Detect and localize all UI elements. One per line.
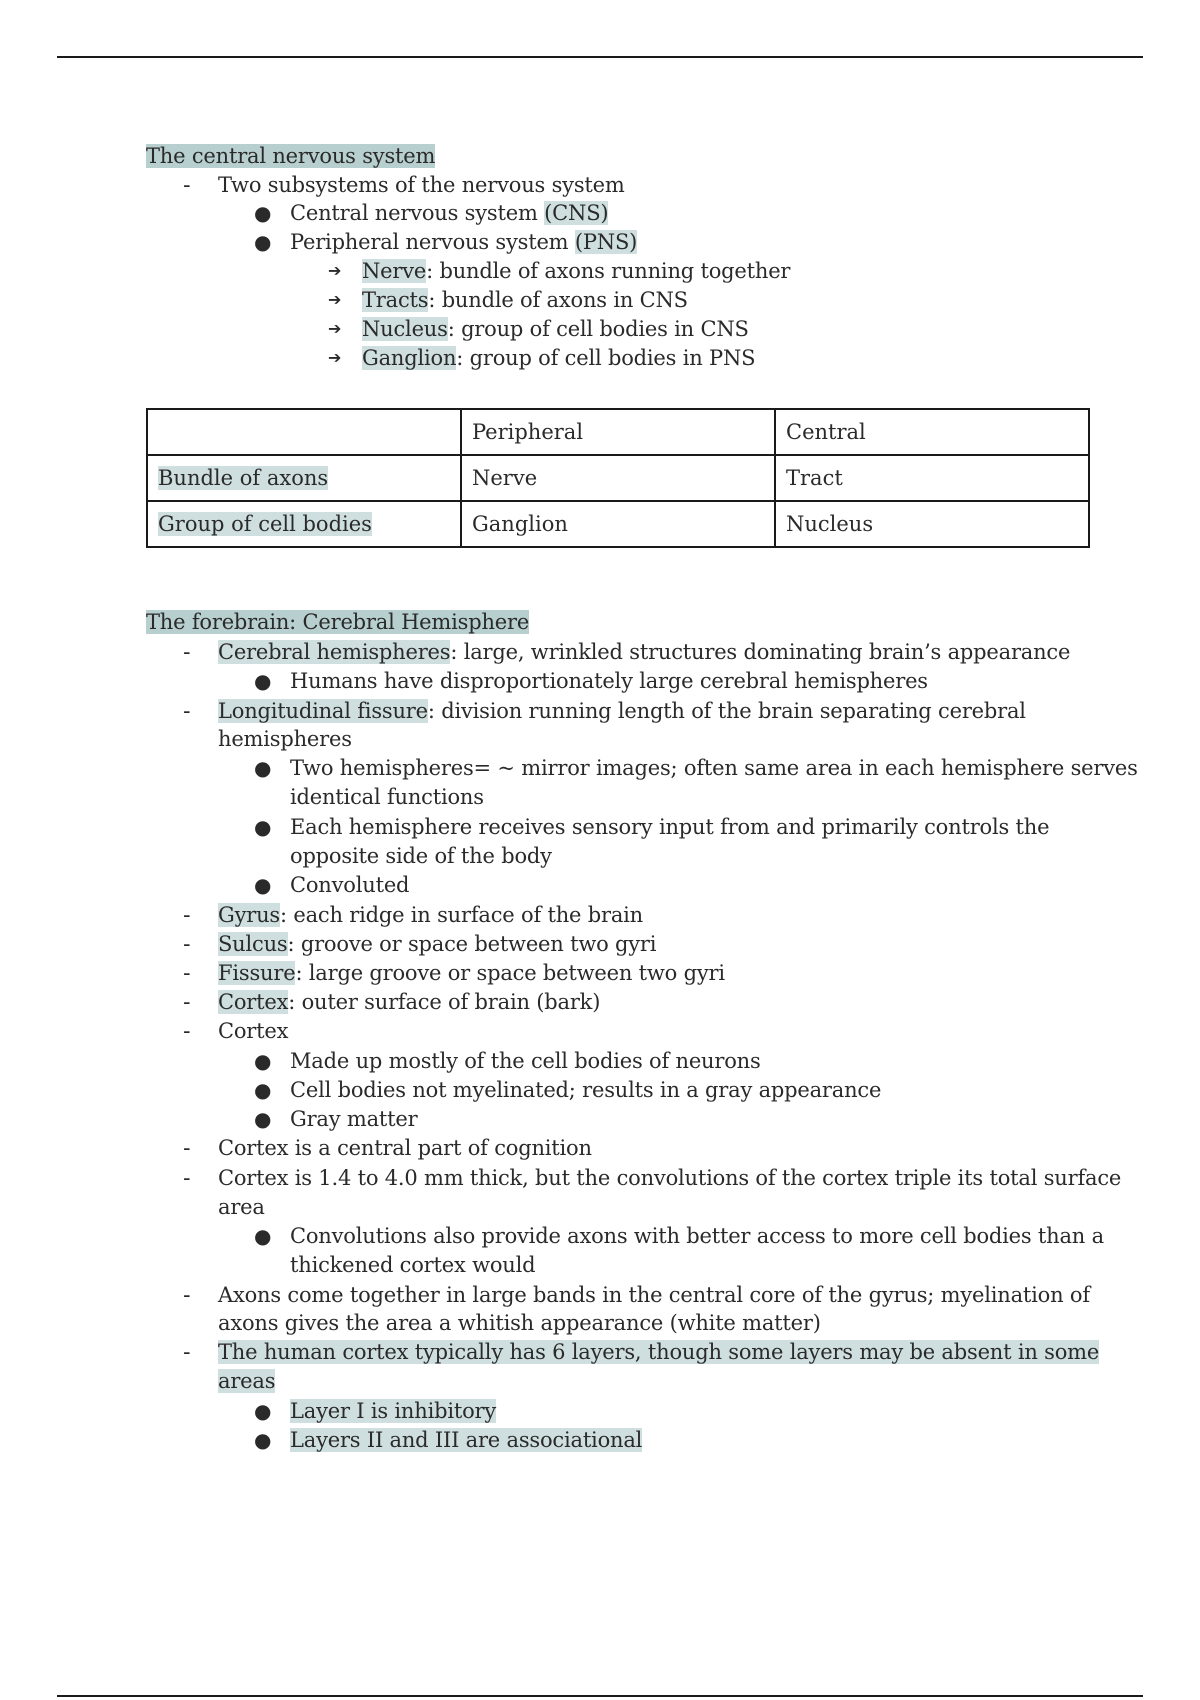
dash-marker: -: [183, 173, 191, 197]
list-item: Fissure: large groove or space between two gyri: [218, 961, 725, 985]
list-item: The human cortex typically has 6 layers, though some layers may be absent in some: [218, 1340, 1100, 1364]
list-item: Ganglion: group of cell bodies in PNS: [362, 346, 756, 370]
table-row: [147, 501, 1089, 547]
bullet-marker: ●: [254, 1224, 272, 1248]
bullet-marker: ●: [254, 815, 272, 839]
list-item: Peripheral nervous system (PNS): [290, 230, 638, 254]
list-item-continuation: hemispheres: [218, 727, 352, 751]
table-row: [147, 455, 1089, 501]
list-item: Made up mostly of the cell bodies of neurons: [290, 1049, 761, 1073]
table-cell: [147, 409, 461, 455]
list-item: Layer I is inhibitory: [290, 1399, 497, 1423]
dash-marker: -: [183, 1166, 191, 1190]
list-item: Layers II and III are associational: [290, 1428, 643, 1452]
bullet-marker: ●: [254, 1428, 272, 1452]
bottom-rule: [57, 1695, 1143, 1697]
bullet-marker: ●: [254, 669, 272, 693]
dash-marker: -: [183, 903, 191, 927]
list-item-continuation: thickened cortex would: [290, 1253, 536, 1277]
dash-marker: -: [183, 1019, 191, 1043]
list-item: Gyrus: each ridge in surface of the brain: [218, 903, 644, 927]
table-header-row: [147, 409, 1089, 455]
list-item: Two hemispheres= ~ mirror images; often same area in each hemisphere serves: [290, 756, 1138, 780]
dash-marker: -: [183, 1340, 191, 1364]
list-item: Convolutions also provide axons with better access to more cell bodies than a: [290, 1224, 1104, 1248]
arrow-right-icon: ➔: [328, 319, 342, 338]
list-item-continuation: areas: [218, 1369, 276, 1393]
section-heading-cns: The central nervous system: [146, 144, 436, 168]
bullet-marker: ●: [254, 756, 272, 780]
list-item: Nucleus: group of cell bodies in CNS: [362, 317, 749, 341]
table-cell: Bundle of axons: [147, 455, 461, 501]
list-item: Axons come together in large bands in the central core of the gyrus; myelination of: [218, 1283, 1090, 1307]
list-item: Cerebral hemispheres: large, wrinkled structures dominating brain’s appearance: [218, 640, 1071, 664]
table-cell: Nerve: [461, 455, 775, 501]
comparison-table: [146, 408, 1090, 548]
bullet-marker: ●: [254, 1399, 272, 1423]
list-item: Cortex: [218, 1019, 289, 1043]
bullet-marker: ●: [254, 1049, 272, 1073]
list-item: Gray matter: [290, 1107, 418, 1131]
dash-marker: -: [183, 1136, 191, 1160]
dash-marker: -: [183, 1283, 191, 1307]
dash-marker: -: [183, 932, 191, 956]
list-item: Cortex is a central part of cognition: [218, 1136, 592, 1160]
list-item: Central nervous system (CNS): [290, 201, 609, 225]
arrow-right-icon: ➔: [328, 348, 342, 367]
table-cell: Nucleus: [775, 501, 1089, 547]
dash-marker: -: [183, 961, 191, 985]
list-item: Cortex is 1.4 to 4.0 mm thick, but the convolutions of the cortex triple its total surface: [218, 1166, 1122, 1190]
list-item: Longitudinal fissure: division running length of the brain separating cerebral: [218, 699, 1026, 723]
table-cell: Central: [775, 409, 1089, 455]
table-cell: Tract: [775, 455, 1089, 501]
arrow-right-icon: ➔: [328, 261, 342, 280]
list-item: Convoluted: [290, 873, 410, 897]
list-item: Cell bodies not myelinated; results in a gray appearance: [290, 1078, 882, 1102]
list-item: Nerve: bundle of axons running together: [362, 259, 791, 283]
bullet-marker: ●: [254, 201, 272, 225]
arrow-right-icon: ➔: [328, 290, 342, 309]
list-item: Sulcus: groove or space between two gyri: [218, 932, 657, 956]
section-heading-forebrain: The forebrain: Cerebral Hemisphere: [146, 610, 530, 634]
bullet-marker: ●: [254, 1107, 272, 1131]
list-item-continuation: identical functions: [290, 785, 484, 809]
dash-marker: -: [183, 699, 191, 723]
list-item: Each hemisphere receives sensory input from and primarily controls the: [290, 815, 1050, 839]
list-item: Tracts: bundle of axons in CNS: [362, 288, 688, 312]
table-cell: Peripheral: [461, 409, 775, 455]
bullet-marker: ●: [254, 873, 272, 897]
list-item-continuation: area: [218, 1195, 265, 1219]
dash-marker: -: [183, 640, 191, 664]
bullet-marker: ●: [254, 1078, 272, 1102]
table-cell: Ganglion: [461, 501, 775, 547]
list-item-continuation: opposite side of the body: [290, 844, 552, 868]
table-cell: Group of cell bodies: [147, 501, 461, 547]
list-item: Two subsystems of the nervous system: [218, 173, 625, 197]
list-item: Cortex: outer surface of brain (bark): [218, 990, 601, 1014]
dash-marker: -: [183, 990, 191, 1014]
bullet-marker: ●: [254, 230, 272, 254]
list-item-continuation: axons gives the area a whitish appearance (white matter): [218, 1311, 821, 1335]
list-item: Humans have disproportionately large cerebral hemispheres: [290, 669, 928, 693]
